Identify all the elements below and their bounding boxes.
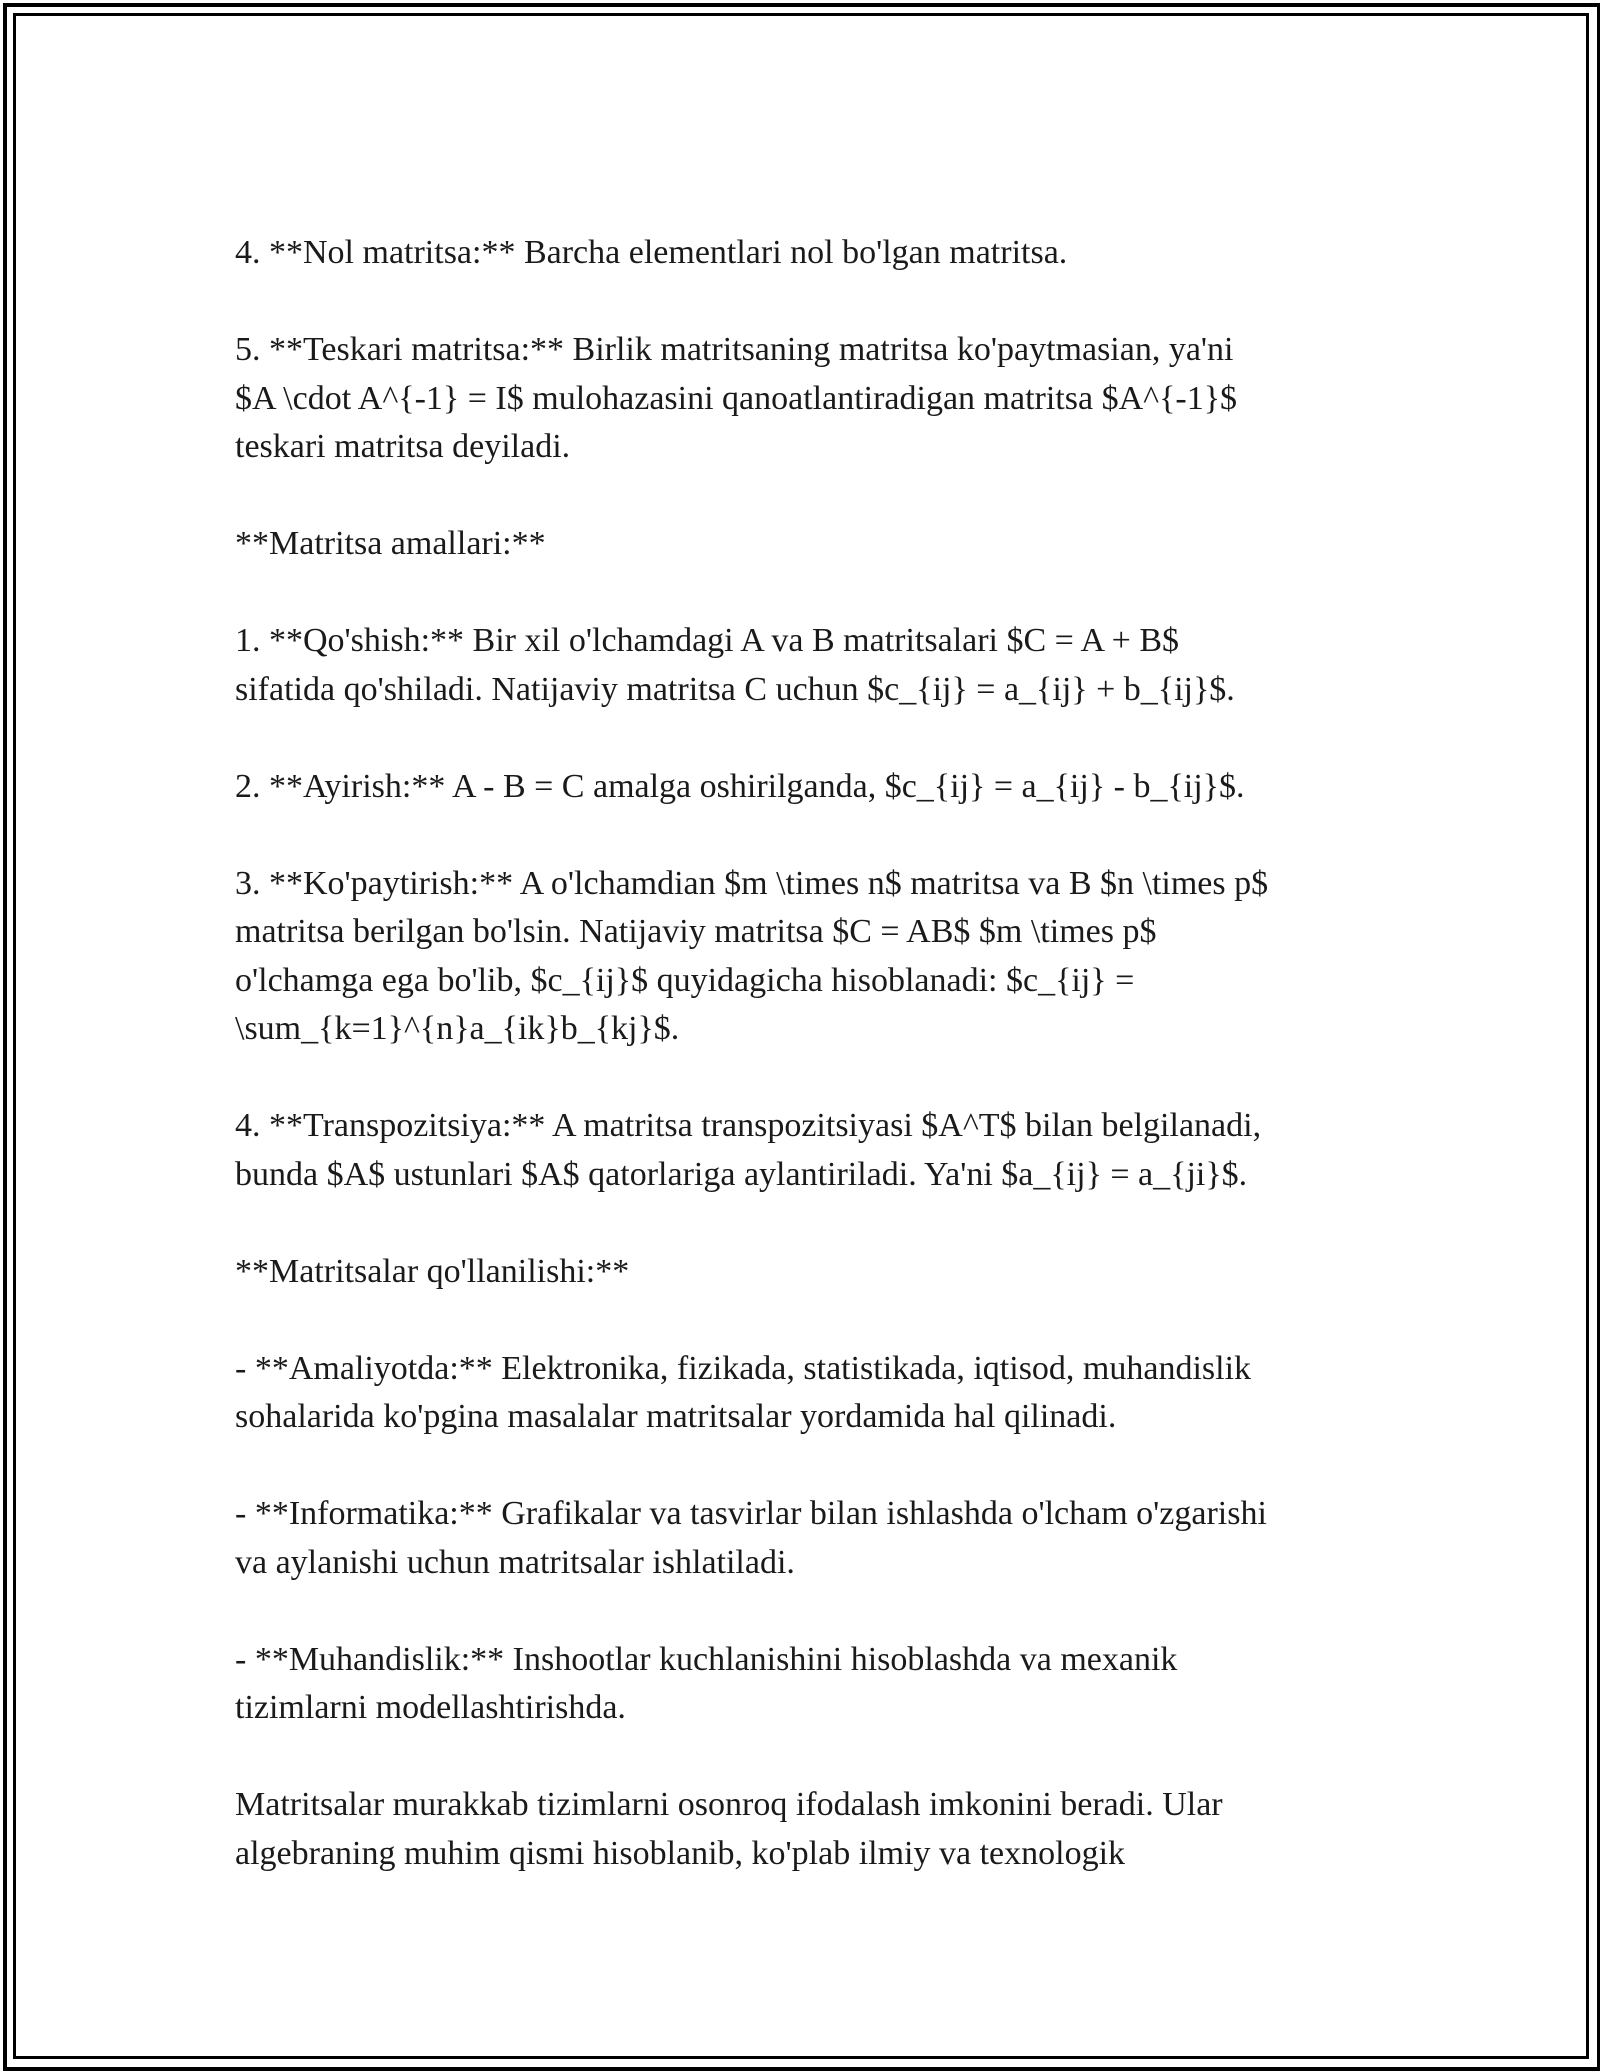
list-item-practice: - **Amaliyotda:** Elektronika, fizikada, statistikada, iqtisod, muhandislik sohalarida ko'pgina masalalar matritsalar yordamida hal qilinadi. — [235, 1349, 1252, 1435]
paragraph-zero-matrix: 4. **Nol matritsa:** Barcha elementlari nol bo'lgan matritsa. — [235, 234, 1068, 271]
paragraph-addition: 1. **Qo'shish:** Bir xil o'lchamdagi A va B matritsalari $C = A + B$ sifatida qo'shiladi. Natijaviy matritsa C uchun $c_{ij} = a_{ij} + b_{ij}$. — [235, 622, 1235, 708]
document-body — [235, 229, 1375, 1878]
heading-matrix-operations: **Matritsa amallari:** — [235, 525, 546, 562]
paragraph-inverse-matrix: 5. **Teskari matritsa:** Birlik matritsaning matritsa ko'paytmasian, ya'ni $A \cdot A^{-1} = I$ mulohazasini qanoatlantiradigan matritsa $A^{-1}$ teskari matritsa deyiladi. — [235, 331, 1238, 465]
paragraph-multiplication: 3. **Ko'paytirish:** A o'lchamdian $m \times n$ matritsa va B $n \times p$ matritsa berilgan bo'lsin. Natijaviy matritsa $C = AB$ $m \times p$ o'lchamga ega bo'lib, $c_{ij}$ quyidagicha hisoblanadi: $c_{ij} = \sum_{k=1}^{n}a_{ik}b_{kj}$. — [235, 864, 1269, 1047]
paragraph-transposition: 4. **Transpozitsiya:** A matritsa transpozitsiyasi $A^T$ bilan belgilanadi, bunda $A$ ustunlari $A$ qatorlariga aylantiriladi. Ya'ni $a_{ij} = a_{ji}$. — [235, 1107, 1262, 1193]
paragraph-conclusion: Matritsalar murakkab tizimlarni osonroq ifodalash imkonini beradi. Ular algebraning muhim qismi hisoblanib, ko'plab ilmiy va texnologik — [235, 1786, 1223, 1872]
paragraph-subtraction: 2. **Ayirish:** A - B = C amalga oshirilganda, $c_{ij} = a_{ij} - b_{ij}$. — [235, 767, 1245, 805]
heading-matrix-applications: **Matritsalar qo'llanilishi:** — [235, 1252, 630, 1290]
list-item-informatics: - **Informatika:** Grafikalar va tasvirlar bilan ishlashda o'lcham o'zgarishi va aylanishi uchun matritsalar ishlatiladi. — [235, 1495, 1267, 1581]
list-item-engineering: - **Muhandislik:** Inshootlar kuchlanishini hisoblashda va mexanik tizimlarni modellashtirishda. — [235, 1640, 1178, 1726]
